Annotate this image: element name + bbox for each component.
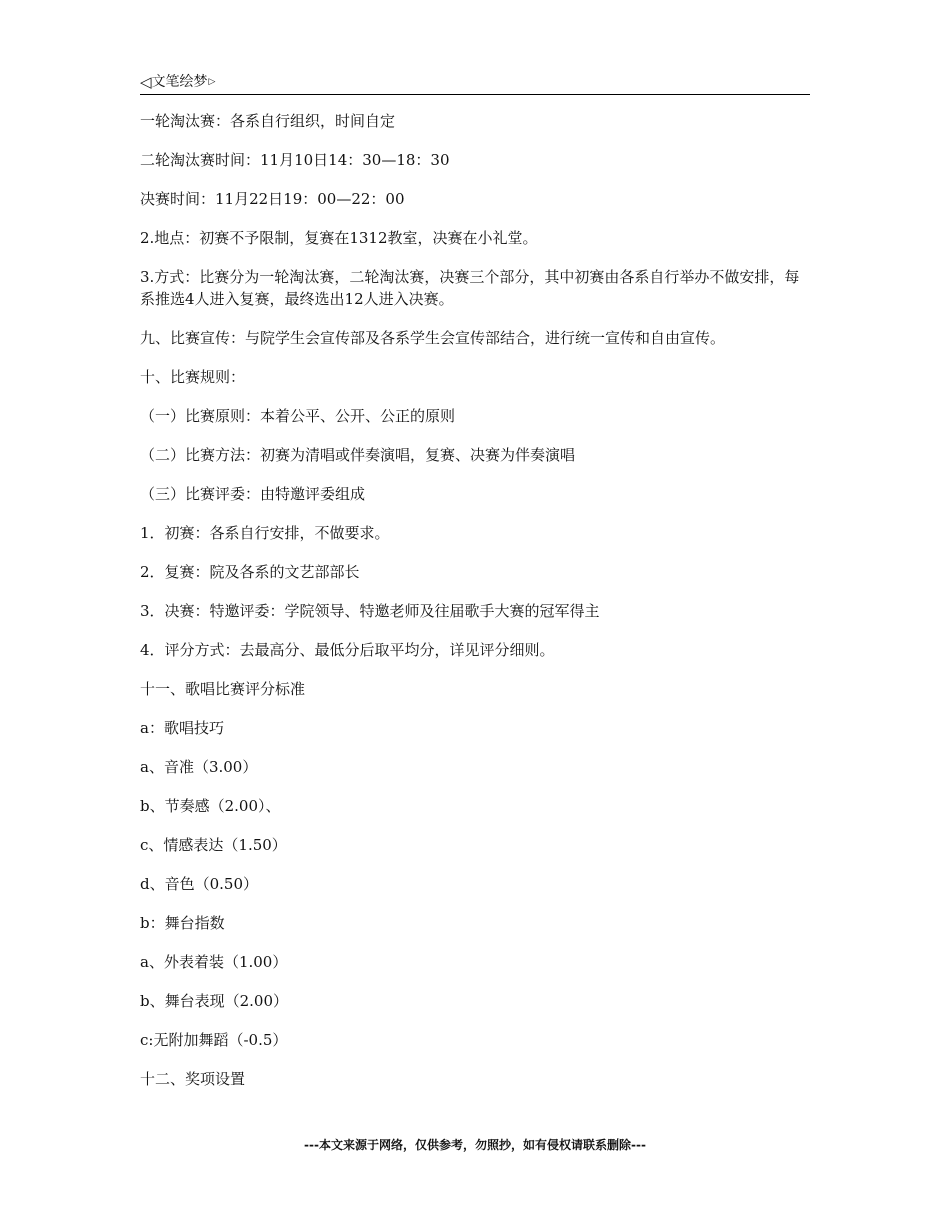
- criteria-pitch: a、音准（3.00）: [140, 758, 258, 776]
- document-body: [140, 110, 810, 1107]
- criteria-stage-performance: b、舞台表现（2.00）: [140, 992, 289, 1010]
- section-heading-rules: 十、比赛规则：: [140, 368, 246, 386]
- paragraph-elimination-round-2-time: 二轮淘汰赛时间：11月10日14：30—18：30: [140, 151, 450, 169]
- judges-final: 3．决赛：特邀评委：学院领导、特邀老师及往届歌手大赛的冠军得主: [140, 602, 600, 620]
- rule-principle: （一）比赛原则：本着公平、公开、公正的原则: [140, 407, 456, 425]
- criteria-no-dance: c:无附加舞蹈（-0.5）: [140, 1031, 288, 1049]
- section-heading-publicity: 九、比赛宣传：与院学生会宣传部及各系学生会宣传部结合，进行统一宣传和自由宣传。: [140, 329, 726, 347]
- judges-preliminary: 1．初赛：各系自行安排，不做要求。: [140, 524, 390, 542]
- page-header: [140, 72, 810, 95]
- criteria-appearance: a、外表着装（1.00）: [140, 953, 288, 971]
- scoring-method: 4．评分方式：去最高分、最低分后取平均分，详见评分细则。: [140, 641, 555, 659]
- paragraph-elimination-round-1: 一轮淘汰赛：各系自行组织，时间自定: [140, 112, 396, 130]
- paragraph-location: 2.地点：初赛不予限制，复赛在1312教室，决赛在小礼堂。: [140, 229, 538, 247]
- judges-semifinal: 2．复赛：院及各系的文艺部部长: [140, 563, 360, 581]
- page-footer: ---本文来源于网络，仅供参考，勿照抄，如有侵权请联系删除---: [304, 1138, 646, 1152]
- criteria-stage-index: b：舞台指数: [140, 914, 225, 932]
- criteria-singing-skill: a：歌唱技巧: [140, 719, 224, 737]
- criteria-rhythm: b、节奏感（2.00）、: [140, 797, 281, 815]
- section-heading-awards: 十二、奖项设置: [140, 1070, 246, 1088]
- criteria-emotion: c、情感表达（1.50）: [140, 836, 287, 854]
- section-heading-scoring-criteria: 十一、歌唱比赛评分标准: [140, 680, 306, 698]
- triangle-right-icon: ▷: [208, 77, 216, 87]
- rule-judges: （三）比赛评委：由特邀评委组成: [140, 485, 366, 503]
- rule-method: （二）比赛方法：初赛为清唱或伴奏演唱，复赛、决赛为伴奏演唱: [140, 446, 576, 464]
- paragraph-format: 3.方式：比赛分为一轮淘汰赛，二轮淘汰赛，决赛三个部分，其中初赛由各系自行举办不做安排，每系推选4人进入复赛，最终选出12人进入决赛。: [140, 268, 800, 308]
- paragraph-final-time: 决赛时间：11月22日19：00—22：00: [140, 190, 405, 208]
- triangle-left-icon: ◁: [140, 73, 152, 91]
- header-title: 文笔绘梦: [151, 74, 208, 90]
- criteria-timbre: d、音色（0.50）: [140, 875, 259, 893]
